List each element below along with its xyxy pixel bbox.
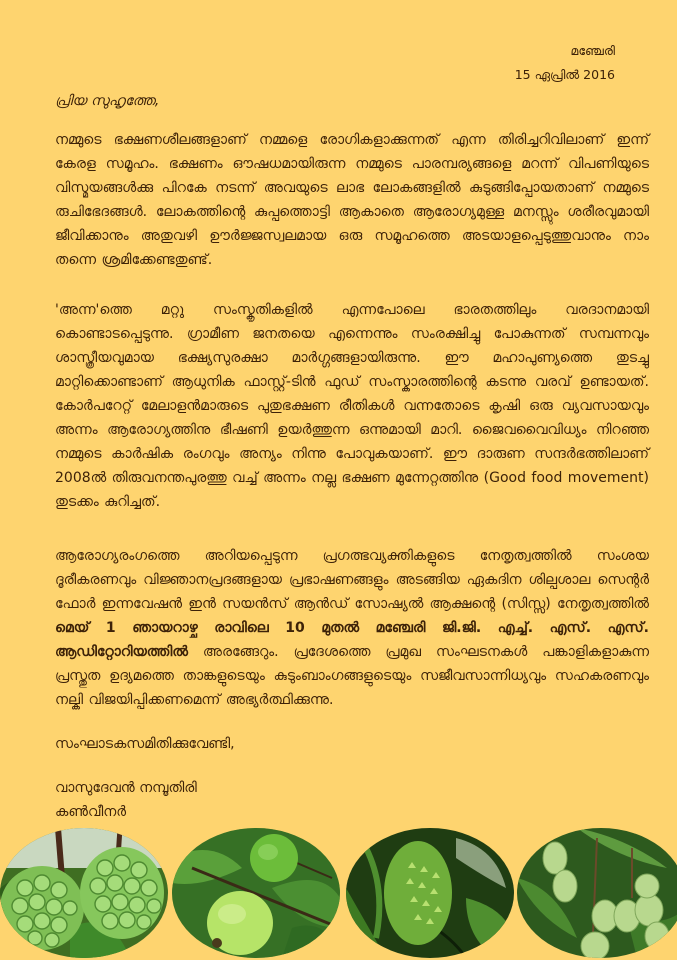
paragraph-3-text-after: അരങ്ങേറും. പ്രദേശത്തെ പ്രമുഖ സംഘടനകൾ പങ്കാളികളാകുന്ന പ്രസ്തുത ഉദ്യമത്തെ താങ്കളുടെയും കുടുംബാംഗങ്ങളുടെയും സജീവസാന്നിധ്യവും സഹകരണവും നല്കി വിജയിപ്പിക്കണമെന്ന് അഭ്യർത്ഥിക്കുന്നു.	[55, 644, 649, 708]
custard-apple-image	[0, 828, 168, 958]
soursop-image	[346, 828, 514, 958]
paragraph-3-event-details: മെയ് 1 ഞായറാഴ്ച രാവിലെ 10 മുതൽ മഞ്ചേരി ജി.ജി. എച്ച്. എസ്. എസ്. ആഡിറ്റോറിയത്തിൽ	[55, 620, 649, 660]
paragraph-2-text: 'അന്ന'ത്തെ മറ്റു സംസ്കൃതികളിൽ എന്നപോലെ ഭാരതത്തിലും വരദാനമായി കൊണ്ടാടപ്പെടുന്നു. ഗ്രാമീണ ജനതയെ എന്നെന്നും സംരക്ഷിച്ചു പോകുന്നത് സമ്പന്നവും ശാസ്ത്രീയവുമായ ഭക്ഷ്യസുരക്ഷാ മാർഗ്ഗങ്ങളായിരുന്നു. ഈ മഹാപുണ്യത്തെ തുടച്ചു മാറ്റിക്കൊണ്ടാണ് ആധുനിക ഫാസ്റ്റ്-ടിൻ ഫുഡ് സംസ്കാരത്തിന്റെ കടന്നു വരവ് ഉണ്ടായത്. കോർപറേറ്റ് മേലാളൻമാരുടെ പുതുഭക്ഷണ രീതികൾ വന്നതോടെ കൃഷി ഒരു വ്യവസായവും അന്നം ആരോഗ്യത്തിനു ഭീഷണി ഉയർത്തുന്ന ഒന്നുമായി മാറി. ജൈവവൈവിധ്യം നിറഞ്ഞ നമ്മുടെ കാർഷിക രംഗവും അന്യം നിന്നു പോവുകയാണ്. ഈ ദാരുണ സന്ദർഭത്തിലാണ് 2008ൽ തിരുവനന്തപുരത്തു വച്ച് അന്നം നല്ല ഭക്ഷണ മുന്നേറ്റത്തിനു (Good food movement) തുടക്കം കുറിച്ചത്.	[55, 302, 649, 510]
paragraph-3	[55, 544, 649, 712]
paragraph-2	[55, 298, 649, 514]
sign-off: സംഘാടകസമിതിക്കുവേണ്ടി,	[55, 736, 235, 752]
letter-place: മഞ്ചേരി	[570, 43, 615, 58]
mango-image	[517, 828, 677, 958]
salutation: പ്രിയ സുഹൃത്തേ,	[55, 93, 160, 109]
signer-name: വാസുദേവൻ നമ്പൂതിരി	[55, 780, 197, 796]
paragraph-3-text-before: ആരോഗ്യരംഗത്തെ അറിയപ്പെടുന്ന പ്രഗത്ഭവ്യക്തികളുടെ നേതൃത്വത്തിൽ സംശയ ദൂരീകരണവും വിജ്ഞാനപ്രദങ്ങളായ പ്രഭാഷണങ്ങളും അടങ്ങിയ ഏകദിന ശില്പശാല സെന്റർ ഫോർ ഇന്നവേഷൻ ഇൻ സയൻസ് ആൻഡ് സോഷ്യൽ ആക്ഷന്റെ (സിസ്സ) നേതൃത്വത്തിൽ	[55, 548, 649, 612]
letter-date: 15 ഏപ്രിൽ 2016	[514, 67, 615, 82]
guava-image	[172, 828, 340, 958]
paragraph-1-text: നമ്മുടെ ഭക്ഷണശീലങ്ങളാണ് നമ്മളെ രോഗികളാക്കുന്നത് എന്ന തിരിച്ചറിവിലാണ് ഇന്ന് കേരള സമൂഹം. ഭക്ഷണം ഔഷധമായിരുന്ന നമ്മുടെ പാരമ്പര്യങ്ങളെ മറന്ന് വിപണിയുടെ വിസ്മയങ്ങൾക്കു പിറകേ നടന്ന് അവയുടെ ലാഭ ലോകങ്ങളിൽ കുടുങ്ങിപ്പോയതാണ് നമ്മുടെ രുചിഭേദങ്ങൾ. ലോകത്തിന്റെ കുപ്പത്തൊട്ടി ആകാതെ ആരോഗ്യമുള്ള മനസ്സും ശരീരവുമായി ജീവിക്കാനും അതുവഴി ഊർജ്ജസ്വലമായ ഒരു സമൂഹത്തെ അടയാളപ്പെടുത്തുവാനും നാം തന്നെ ശ്രമിക്കേണ്ടതുണ്ട്.	[55, 132, 649, 268]
paragraph-1	[55, 128, 649, 272]
fruit-images-row	[0, 828, 677, 960]
signer-title: കൺവീനർ	[55, 804, 127, 820]
